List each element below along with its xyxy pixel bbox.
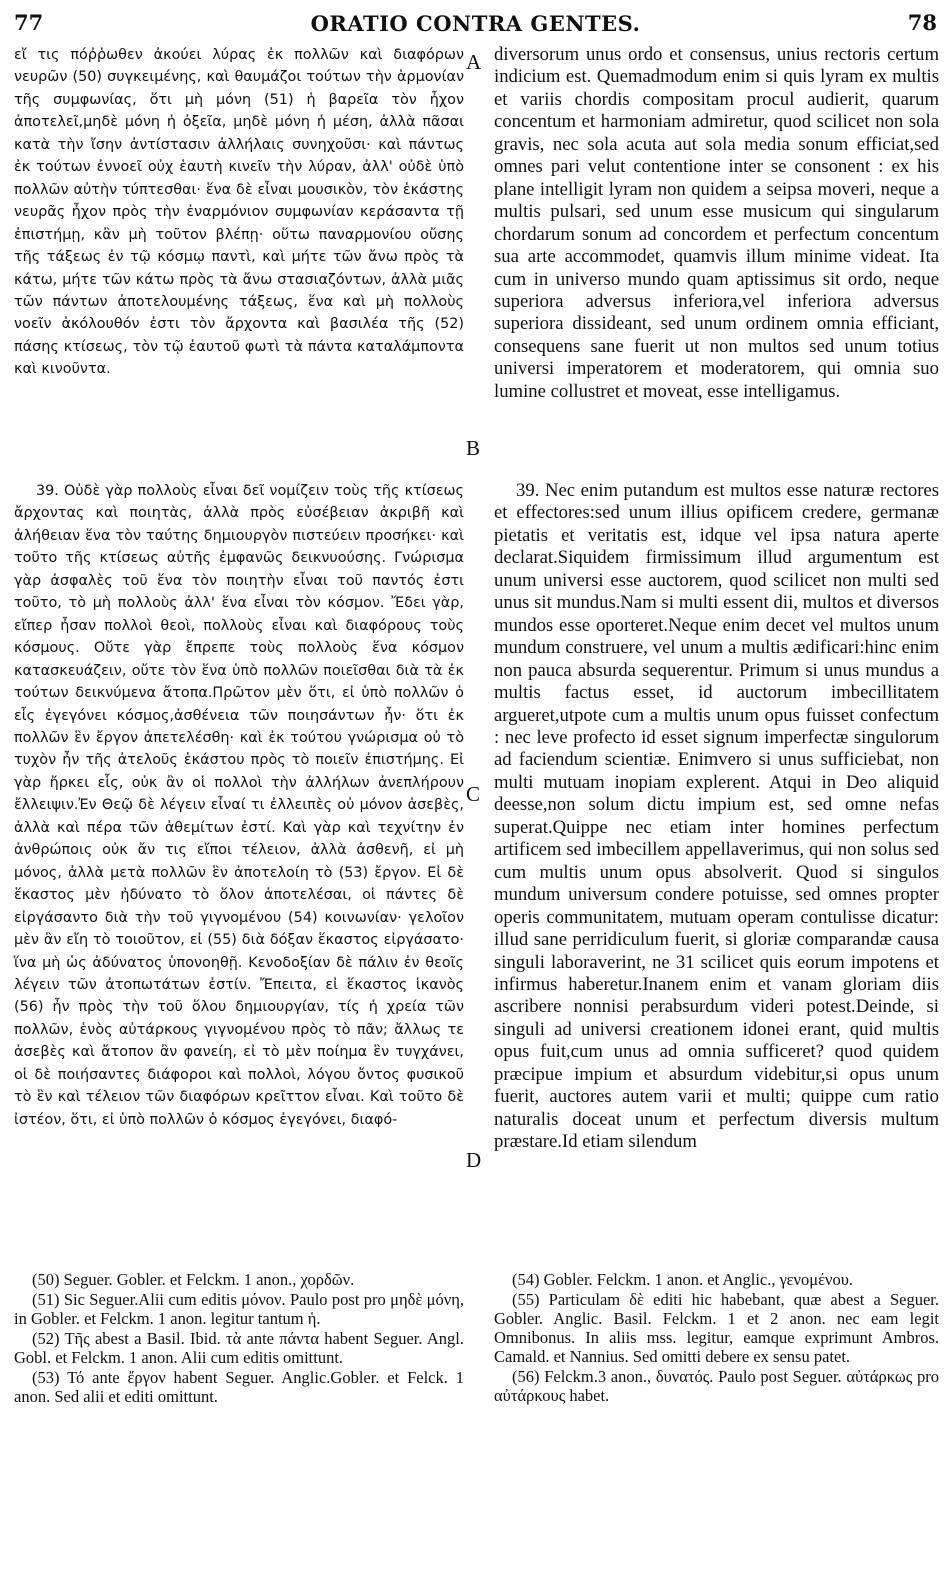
footnote-55: (55) Particulam δὲ editi hic habebant, quæ abest a Seguer. Gobler. Anglic. Basil. Felckm. 1 et 2 anon. nec eam legit Omnibonus. In aliis mss. legitur, eamque exprimunt Ambros. Camald. et Nannius. Sed omitti debere ex sensu patet. [494, 1290, 939, 1366]
footnote-54: (54) Gobler. Felckm. 1 anon. et Anglic., γενομένου. [512, 1270, 854, 1289]
page-number-right: 78 [907, 10, 937, 35]
footnote-53: (53) Τό ante ἔργον habent Seguer. Anglic.Gobler. et Felck. 1 anon. Sed alii et editi omittunt. [14, 1368, 464, 1406]
footnotes-right [494, 1270, 939, 1406]
margin-marker-a: A [466, 50, 482, 74]
page-title: ORATIO CONTRA GENTES. [310, 11, 641, 36]
margin-marker-d: D [466, 1148, 482, 1172]
greek-column-section-2 [14, 480, 464, 1131]
latin-column-section-2 [494, 480, 939, 1154]
footnote-52: (52) Τῆς abest a Basil. Ibid. τὰ ante πάντα habent Seguer. Angl. Gobl. et Felckm. 1 anon. Alii cum editis omittunt. [14, 1329, 464, 1367]
running-header [14, 10, 937, 42]
greek-column-section-1 [14, 44, 464, 381]
footnote-56: (56) Felckm.3 anon., δυνατός. Paulo post Seguer. αὐτάρκως pro αὐτάρκους habet. [494, 1367, 939, 1405]
margin-marker-b: B [466, 436, 481, 460]
footnote-51: (51) Sic Seguer.Alii cum editis μόνον. Paulo post pro μηδὲ μόνη, in Gobler. et Felckm. 1 anon. legitur tantum ἡ. [14, 1290, 464, 1328]
latin-paragraph-39: 39. Nec enim putandum est multos esse naturæ rectores et effectores:sed unum illius opificem credere, germanæ pietatis et veritatis est, idque vel ipsa natura aperte declarat.Siquidem firmissimum illud argumentum est unum universi esse auctorem, quod scilicet non multi sed unus sit mundus.Nam si multi essent dii, multos et diversos mundos esse oporteret.Neque enim decet vel multos unum mundum construere, vel unum a multis ædificari:hinc enim non pauca absurda sequerentur. Primum si unus mundus a multis factus esset, id auctorum imbecillitatem argueret,utpote cum a multis unum opus fuisset confectum : nec leve profecto id esset signum imperfectæ singulorum ad faciendum scientiæ. Enimvero si unus sufficiebat, non multi mutuam inopiam explerent. Atqui in Deo aliquid deesse,non solum dictu impium est, sed omne nefas superat.Quippe nec etiam inter homines perfectum artificem sed imbecillem appellaverimus, qui non solus sed cum multis unum opus absolverit. Quod si singulos mundum universum condere potuisse, sed omnes propter operis communitatem, mutuam operam contulisse dicatur: illud sane perridiculum fuerit, si gloriæ comparandæ causa singuli laboraverint, ne 31 scilicet quis eorum impotens et infirmus haberetur.Inanem enim et vanam gloriam diis ascribere nonnisi perabsurdum videri potest.Deinde, si singuli ad universi creationem idonei erant, quid multis opus fuit,cum unus ad omnia sufficeret? quod quidem præcipue impium et absurdum videbitur,si opus unum fuerit, auctores autem varii et multi; quippe cum ratio naturalis doceat unum et perfectum diversis multum præstare.Id etiam silendum [494, 480, 939, 1153]
footnotes-left [14, 1270, 464, 1407]
latin-column-section-1 [494, 44, 939, 403]
margin-marker-c: C [466, 782, 481, 806]
greek-paragraph-1: εἴ τις πόῤῥωθεν ἀκούει λύρας ἐκ πολλῶν καὶ διαφόρων νευρῶν (50) συγκειμένης, καὶ θαυμάζοι τούτων τὴν ἁρμονίαν τῆς συμφωνίας, ὅτι μὴ μόνη (51) ἡ βαρεῖα τὸν ἦχον ἀποτελεῖ,μηδὲ μόνη ἡ ὀξεῖα, μηδὲ μόνη ἡ μέση, ἀλλὰ πᾶσαι κατὰ τὴν ἴσην ἀντίστασιν ἀλλήλαις συνηχοῦσι· καὶ πάντως ἐκ τούτων ἐννοεῖ οὐχ ἑαυτὴ κινεῖν τὴν λύραν, ἀλλ' οὐδὲ ὑπὸ πολλῶν αὐτὴν τύπτεσθαι· ἕνα δὲ εἶναι μουσικὸν, τὸν ἑκάστης νευρᾶς ἦχον πρὸς τὴν ἐναρμόνιον συμφωνίαν κεράσαντα τῇ ἐπιστήμῃ, κἂν μὴ τοῦτον βλέπῃ· οὕτω παναρμονίου οὔσης τῆς τάξεως ἐν τῷ κόσμῳ παντὶ, καὶ μήτε τῶν ἄνω πρὸς τὰ κάτω, μήτε τῶν κάτω πρὸς τὰ ἄνω στασιαζόντων, ἀλλὰ μιᾶς τῶν πάντων ἀποτελουμένης τάξεως, ἕνα καὶ μὴ πολλοὺς νοεῖν ἀκόλουθόν ἐστι τὸν ἄρχοντα καὶ βασιλέα τῆς (52) πάσης κτίσεως, τὸν τῷ ἑαυτοῦ φωτὶ τὰ πάντα καταλάμποντα καὶ κινοῦντα. [14, 47, 464, 378]
greek-paragraph-39: 39. Οὐδὲ γὰρ πολλοὺς εἶναι δεῖ νομίζειν τοὺς τῆς κτίσεως ἄρχοντας καὶ ποιητὰς, ἀλλὰ πρὸς εὐσέβειαν ἀκριβῆ καὶ ἀλήθειαν ἕνα τὸν ταύτης δημιουργὸν πιστεύειν προσήκει· καὶ τοῦτο τῆς κτίσεως αὐτῆς ἐμφανῶς δεικνυούσης. Γνώρισμα γὰρ ἀσφαλὲς τοῦ ἕνα τὸν ποιητὴν εἶναι τοῦ παντός ἐστι τοῦτο, τὸ μὴ πολλοὺς ἀλλ' ἕνα εἶναι τὸν κόσμον. Ἔδει γὰρ, εἴπερ ἦσαν πολλοὶ θεοὶ, πολλοὺς εἶναι καὶ διαφόρους τοὺς κόσμους. Οὔτε γὰρ ἔπρεπε τοὺς πολλοὺς ἕνα κόσμον κατασκευάζειν, οὔτε τὸν ἕνα ὑπὸ πολλῶν ποιεῖσθαι διὰ τὰ ἐκ τούτων δεικνύμενα ἄτοπα.Πρῶτον μὲν ὅτι, εἰ ὑπὸ πολλῶν ὁ εἷς ἐγεγόνει κόσμος,ἀσθένεια τῶν ποιησάντων ἦν· ὅτι ἐκ πολλῶν ἓν ἔργον ἀπετελέσθη· καὶ ἐκ τούτου γνώρισμα οὐ τὸ τυχὸν ἦν τῆς ἀτελοῦς ἑκάστου πρὸς τὸ ποιεῖν ἐπιστήμης. Εἰ γὰρ ἤρκει εἷς, οὐκ ἂν οἱ πολλοὶ τὴν ἀλλήλων ἀνεπλήρουν ἔλλειψιν.Ἐν Θεῷ δὲ λέγειν εἶναί τι ἐλλειπὲς οὐ μόνον ἀσεβὲς, ἀλλὰ καὶ πέρα τῶν ἀθεμίτων ἐστί. Καὶ γὰρ καὶ τεχνίτην ἐν ἀνθρώποις οὐκ ἄν τις εἴποι τέλειον, ἀλλὰ ἀσθενῆ, εἰ μὴ μόνος, ἀλλὰ μετὰ πολλῶν ἓν ἀποτελοίη τὸ (53) ἔργον. Εἰ δὲ ἕκαστος μὲν ἠδύνατο τὸ ὅλον ἀποτελέσαι, οἱ πάντες δὲ εἰργάσαντο διὰ τὴν τοῦ γιγνομένου (54) κοινωνίαν· γελοῖον μὲν ἂν εἴη τὸ τοιοῦτον, εἰ (55) διὰ δόξαν ἕκαστος εἰργάσατο· ἵνα μὴ ὡς ἀδύνατος ὑπονοηθῇ. Κενοδοξίαν δὲ πάλιν ἐν θεοῖς λέγειν τῶν ἀτοπωτάτων ἐστίν. Ἔπειτα, εἰ ἕκαστος ἱκανὸς (56) ἦν πρὸς τὴν τοῦ ὅλου δημιουργίαν, τίς ἡ χρεία τῶν πολλῶν, ἑνὸς αὐτάρκους γιγνομένου πρὸς τὸ πᾶν; ἄλλως τε ἀσεβὲς καὶ ἄτοπον ἂν φανείη, εἰ τὸ μὲν ποίημα ἓν τυγχάνει, οἱ δὲ ποιήσαντες διάφοροι καὶ πολλοὶ, λόγου ὄντος φυσικοῦ τὸ ἓν καὶ τέλειον τῶν διαφόρων κρεῖττον εἶναι. Καὶ τοῦτο δὲ ἰστέον, ὅτι, εἰ ὑπὸ πολλῶν ὁ κόσμος ἐγεγόνει, διαφό- [14, 483, 464, 1128]
latin-paragraph-1: diversorum unus ordo et consensus, unius rectoris certum indicium est. Quemadmodum enim si quis lyram ex multis et variis chordis compositam procul audierit, quarum concentum et harmoniam admiretur, quod scilicet non sola gravis, nec sola acuta aut sola media sonum efficiat,sed omnes pari velut contentione inter se consonent : ex his plane intelligit lyram non quidem a seipsa moveri, neque a multis pulsari, sed unum esse musicum qui singularum chordarum sonum ad concordem et perfectum concentum sua arte accommodet, quamvis illum minime videat. Ita cum in universo mundo quam aptissimus sit ordo, neque superiora adversus inferiora,vel inferiora adversus superiora dissideant, sed unum ordinem omnia efficiant, consequens sane fuerit ut non multos sed unum totius universi imperatorem et moderatorem, qui omnia suo lumine collustret et moveat, esse intelligamus. [494, 44, 939, 402]
footnote-50: (50) Seguer. Gobler. et Felckm. 1 anon., χορδῶν. [32, 1270, 355, 1289]
page-number-left: 77 [14, 10, 44, 35]
